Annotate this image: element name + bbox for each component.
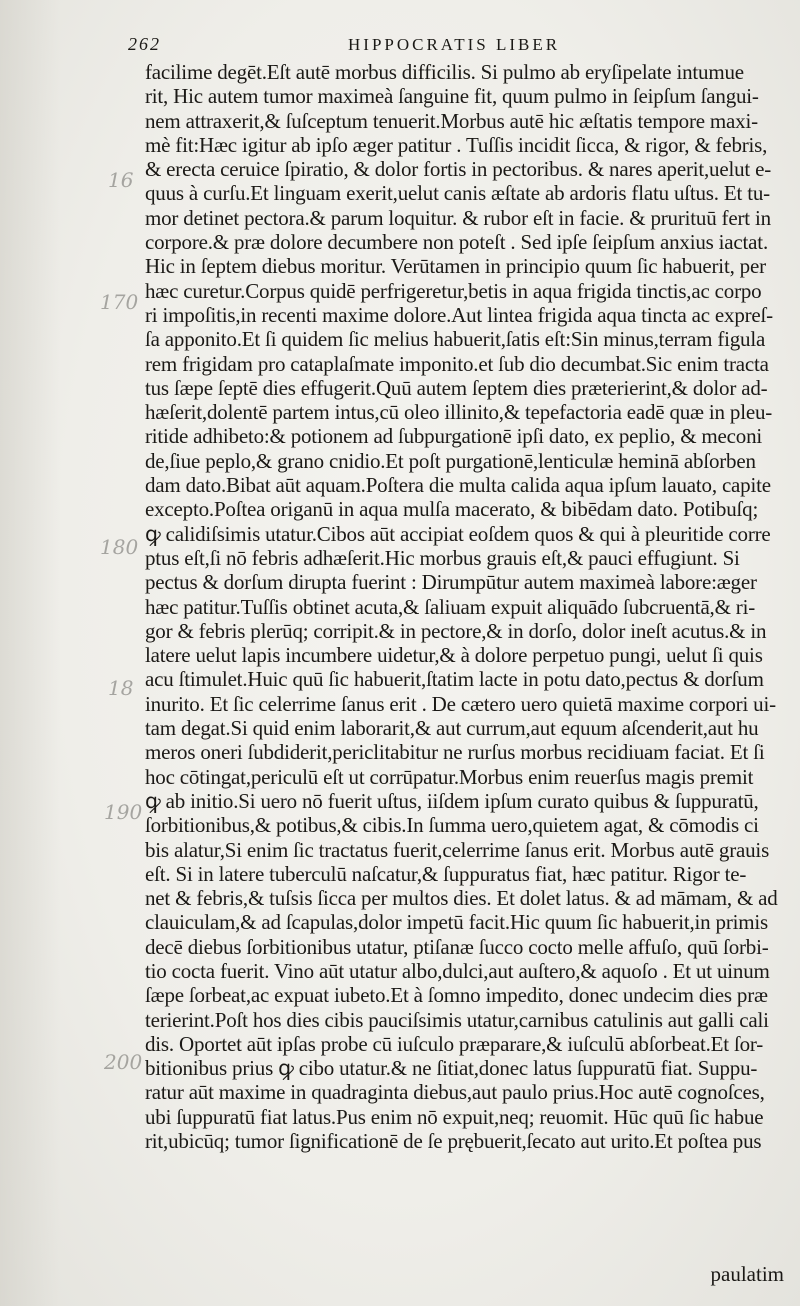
text-line: ptus eſt,ſi nō febris adhæſerit.Hic morbus grauis eſt,& pauci effugiunt. Si [145,545,740,570]
text-line: acu ſtimulet.Huic quū ſic habuerit,ſtatim lacte in potu dato,pectus & dorſum [145,667,764,692]
text-line: latere uelut lapis incumbere uidetur,& à dolore perpetuo pungi, uelut ſi quis [145,643,763,668]
margin-note: 18 [108,676,134,700]
text-line: rit,ubicūq; tumor ſignificationē de ſe prębuerit,ſecato aut urito.Et poſtea pus [145,1129,762,1154]
text-line: pectus & dorſum dirupta fuerint : Dirumpūtur autem maximeà labore:æger [145,570,757,595]
text-line: ꝙ calidiſsimis utatur.Cibos aūt accipiat eoſdem quos & qui à pleuritide corre [145,521,771,546]
text-line: dam dato.Bibat aūt aquam.Poſtera die multa calida aqua ipſum lauato, capite [145,473,771,498]
text-line: mè fit:Hæc igitur ab ipſo æger patitur . Tuſſis incidit ſicca, & rigor, & febris, [145,132,768,157]
text-line: tio cocta fuerit. Vino aūt utatur albo,dulci,aut auſtero,& aquoſo . Et ut uinum [145,958,770,983]
text-line: de,ſiue peplo,& grano cnidio.Et poſt purgationē,lenticulæ heminā abſorben [145,448,756,473]
text-line: bitionibus prius ꝙ cibo utatur.& ne ſitiat,donec latus ſuppuratū fiat. Suppu- [145,1056,758,1081]
text-line: ſa apponito.Et ſi quidem ſic melius habuerit,ſatis eſt:Sin minus,terram figula [145,327,766,352]
page-number: 262 [128,34,161,54]
page-gutter-shadow [0,0,60,1306]
text-line: quus à curſu.Et linguam exerit,uelut canis æſtate ab ardoris flatu uſtus. Et tu- [145,181,770,206]
text-line: eſt. Si in latere tuberculū naſcatur,& ſuppuratus fiat, hæc patitur. Rigor te- [145,861,747,886]
text-line: clauiculam,& ad ſcapulas,dolor impetū facit.Hic quum ſic habuerit,in primis [145,910,768,935]
text-line: facilime degēt.Eſt autē morbus difficilis. Si pulmo ab eryſipelate intumue [145,60,744,84]
text-line: dis. Oportet aūt ipſas probe cū iuſculo præparare,& iuſculū abſorbeat.Et ſor- [145,1031,764,1056]
text-line: ritide adhibeto:& potionem ad ſubpurgationē ipſi dato, ex peplio, & meconi [145,424,763,449]
body-text [145,60,795,1153]
text-line: Hic in ſeptem diebus moritur. Verūtamen in principio quum ſic habuerit, per [145,254,766,279]
text-line: terierint.Poſt hos dies cibis pauciſsimis utatur,carnibus catulinis aut galli cali [145,1007,769,1032]
text-line: ſorbitionibus,& potibus,& cibis.In ſumma uero,quietem agat, & cōmodis ci [145,813,759,838]
text-line: hæc curetur.Corpus quidē perfrigeretur,betis in aqua frigida tinctis,ac corpo [145,278,762,303]
margin-note: 180 [100,535,139,559]
text-line: rem frigidam pro cataplaſmate imponito.et ſub dio decumbat.Sic enim tracta [145,351,769,376]
text-line: & erecta ceruice ſpiratio, & dolor fortis in pectoribus. & nares aperit,uelut e- [145,157,772,182]
text-line: ꝙ ab initio.Si uero nō fuerit uſtus, iiſdem ipſum curato quibus & ſuppuratū, [145,788,759,813]
text-line: hæſerit,dolentē partem intus,cū oleo illinito,& tepefactoria eadē quæ in pleu- [145,400,773,425]
text-line: excepto.Poſtea origanū in aqua mulſa macerato, & bibēdam dato. Potibuſq; [145,497,759,522]
text-line: meros oneri ſubdiderit,periclitabitur ne rurſus morbus recidiuam faciat. Et ſi [145,740,765,765]
running-title: HIPPOCRATIS LIBER [348,35,561,54]
text-line: mor detinet pectora.& parum loquitur. & rubor eſt in facie. & prurituū fert in [145,205,771,230]
text-line: ri impoſitis,in recenti maxime dolore.Aut lintea frigida aqua tincta ac expreſ- [145,302,773,327]
text-line: ſæpe ſorbeat,ac expuat iubeto.Et à ſomno impedito, donec undecim dies præ [145,983,768,1008]
text-line: hæc patitur.Tuſſis obtinet acuta,& ſaliuam expuit aliquādo ſubcruentā,& ri- [145,594,756,619]
text-line: tus ſæpe ſeptē dies effugerit.Quū autem ſeptem dies præterierint,& dolor ad- [145,375,768,400]
text-line: ubi ſuppuratū fiat latus.Pus enim nō expuit,neq; reuomit. Hūc quū ſic habue [145,1104,764,1129]
text-line: rit, Hic autem tumor maximeà ſanguine fit, quum pulmo in ſeipſum ſangui- [145,84,759,109]
catchword: paulatim [710,1262,784,1286]
text-line: gor & febris plerūq; corripit.& in pectore,& in dorſo, dolor ineſt acutus.& in [145,618,767,643]
text-line: decē diebus ſorbitionibus utatur, ptiſanæ ſucco cocto melle affuſo, quū ſorbi- [145,934,769,959]
text-line: corpore.& præ dolore decumbere non poteſt . Sed ipſe ſeipſum anxius iactat. [145,230,768,255]
text-line: tam degat.Si quid enim laborarit,& aut currum,aut equum aſcenderit,aut hu [145,716,759,741]
margin-note: 200 [104,1050,143,1074]
text-line: inurito. Et ſic celerrime ſanus erit . De cætero uero quietā maxime corpori ui- [145,691,776,716]
margin-note: 190 [104,800,143,824]
margin-note: 16 [108,168,134,192]
text-line: hoc cōtingat,periculū eſt ut corrūpatur.Morbus enim reuerſus magis premit [145,764,754,789]
text-line: ratur aūt maxime in quadraginta diebus,aut paulo prius.Hoc autē cognoſces, [145,1080,765,1105]
text-line: bis alatur,Si enim ſic tractatus fuerit,celerrime ſanus erit. Morbus autē grauis [145,837,770,862]
text-line: net & febris,& tuſsis ſicca per multos dies. Et dolet latus. & ad māmam, & ad [145,886,778,911]
text-line: nem attraxerit,& ſuſceptum tenuerit.Morbus autē hic æſtatis tempore maxi- [145,108,758,133]
margin-note: 170 [100,290,139,314]
page-header [128,34,768,58]
